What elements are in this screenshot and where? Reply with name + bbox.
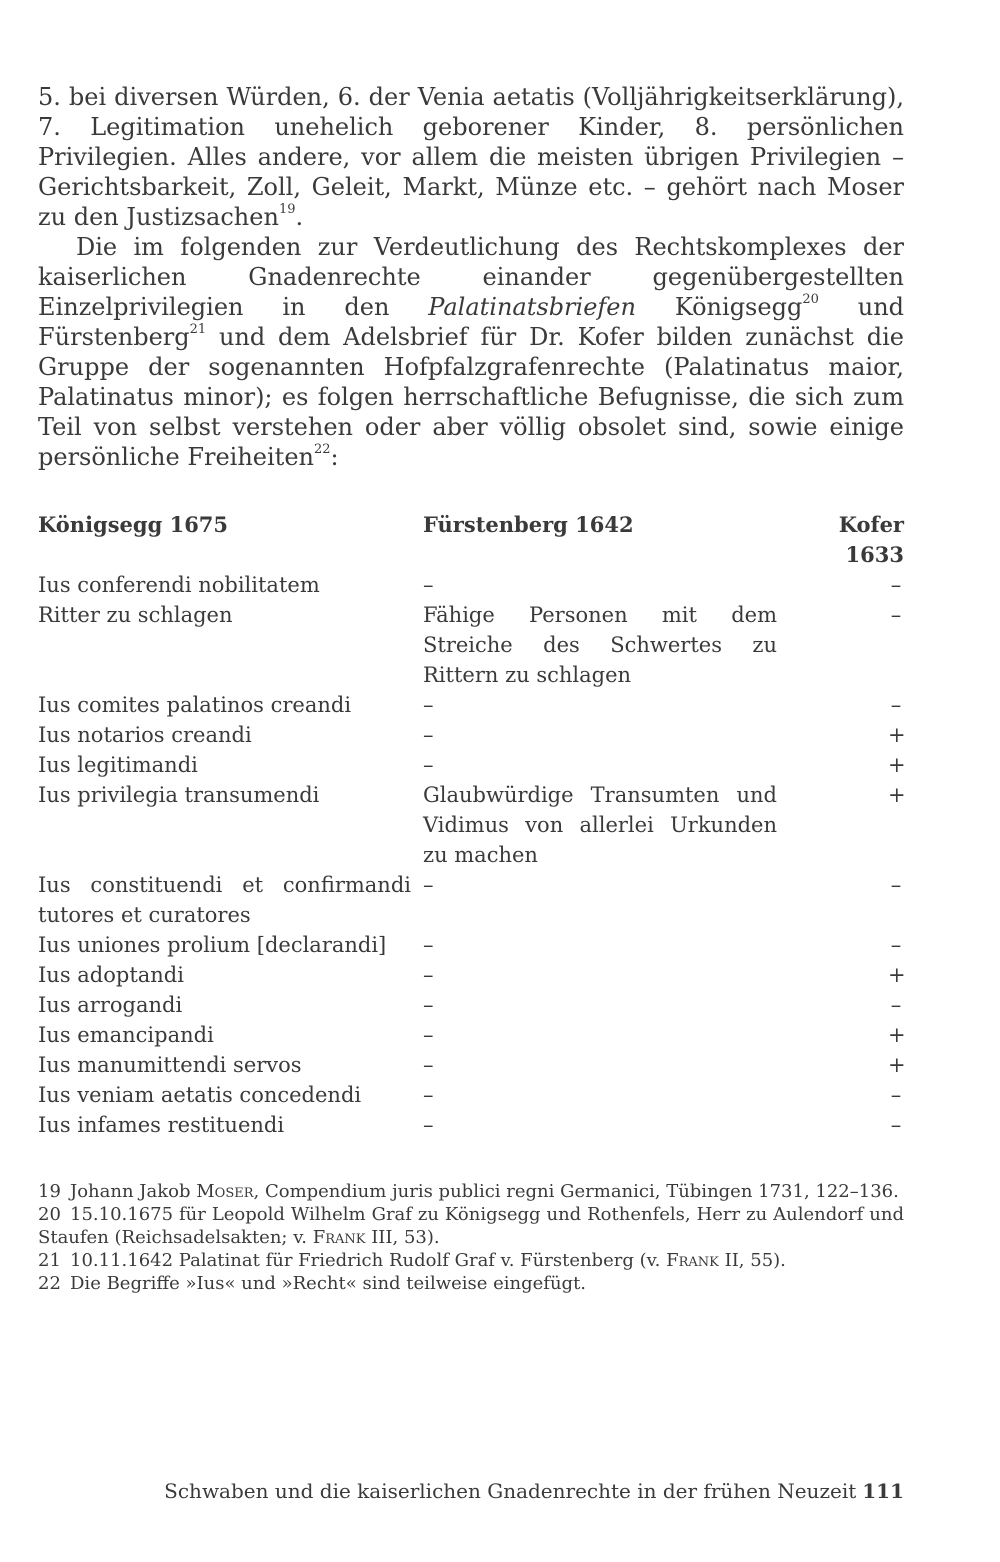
cell-kofer-mark: – [890, 993, 902, 1017]
cell-kofer [783, 960, 904, 990]
cell-kofer-mark: – [890, 933, 902, 957]
cell-kofer [783, 1110, 904, 1140]
footnote-ref-19: 19 [278, 202, 296, 217]
cell-fuerstenberg: – [423, 723, 434, 747]
cell-koenigsegg: Ius adoptandi [38, 963, 184, 987]
cell-koenigsegg: Ritter zu schlagen [38, 603, 233, 627]
body-text [38, 82, 904, 472]
cell-kofer-mark: – [890, 573, 902, 597]
footnote-text: Johann Jakob [70, 1181, 197, 1202]
paragraph-2-italic: Palatinatsbriefen [428, 293, 636, 321]
cell-fuerstenberg: – [423, 1053, 434, 1077]
table-row [38, 1020, 904, 1050]
cell-kofer-mark: + [888, 1023, 906, 1047]
table-row [38, 780, 904, 870]
cell-kofer-mark: + [888, 753, 906, 777]
cell-koenigsegg: Ius privilegia transumendi [38, 783, 320, 807]
cell-kofer-mark: + [888, 723, 906, 747]
table-row [38, 720, 904, 750]
cell-kofer-mark: – [890, 873, 902, 897]
table-row [38, 960, 904, 990]
paragraph-2-text-a: Die im folgenden zur Verdeutlichung des Rechtskomplexes der kaiserlichen Gnadenrechte einander gegenübergestellten Einzelprivilegien in den [38, 233, 904, 321]
cell-koenigsegg: Ius conferendi nobilitatem [38, 573, 320, 597]
cell-koenigsegg: Ius constituendi et confirmandi tutores et curatores [38, 873, 411, 927]
footnote-ref-21: 21 [189, 322, 207, 337]
cell-fuerstenberg: – [423, 693, 434, 717]
cell-fuerstenberg: – [423, 963, 434, 987]
footnote-number: 19 [38, 1181, 61, 1202]
footnote-text: 15.10.1675 für Leopold Wilhelm Graf zu Königsegg und Rothenfels, Herr zu Aulendorf und Staufen (Reichsadelsakten; v. [38, 1204, 904, 1248]
cell-kofer-mark: – [890, 1113, 902, 1137]
cell-fuerstenberg: – [423, 1083, 434, 1107]
cell-fuerstenberg: – [423, 1023, 434, 1047]
cell-kofer [783, 990, 904, 1020]
table-row [38, 870, 904, 930]
cell-kofer-mark: – [890, 1083, 902, 1107]
cell-fuerstenberg: Fähige Personen mit dem Streiche des Schwertes zu Rittern zu schlagen [423, 603, 777, 687]
cell-koenigsegg: Ius uniones prolium [declarandi] [38, 933, 387, 957]
cell-fuerstenberg: – [423, 933, 434, 957]
cell-kofer [783, 870, 904, 930]
table-row [38, 570, 904, 600]
cell-koenigsegg: Ius emancipandi [38, 1023, 214, 1047]
table-row [38, 1050, 904, 1080]
footnote-19 [38, 1180, 904, 1203]
footnote-author: Frank [312, 1227, 366, 1248]
footnote-number: 21 [38, 1250, 61, 1271]
cell-koenigsegg: Ius manumittendi servos [38, 1053, 302, 1077]
cell-fuerstenberg: – [423, 573, 434, 597]
footnote-20 [38, 1203, 904, 1249]
page-number: 111 [862, 1479, 904, 1503]
cell-fuerstenberg: Glaubwürdige Transumten und Vidimus von allerlei Urkunden zu machen [423, 783, 777, 867]
table-row [38, 750, 904, 780]
cell-kofer [783, 570, 904, 600]
footnote-ref-20: 20 [802, 292, 819, 307]
cell-koenigsegg: Ius legitimandi [38, 753, 198, 777]
cell-koenigsegg: Ius notarios creandi [38, 723, 252, 747]
table-row [38, 1110, 904, 1140]
footnote-text: III, 53). [365, 1227, 440, 1248]
footnote-author: Moser [196, 1181, 254, 1202]
footnote-text: 10.11.1642 Palatinat für Friedrich Rudolf Graf v. Fürstenberg (v. [70, 1250, 667, 1271]
paragraph-2-text-b: Königsegg [635, 293, 803, 321]
cell-kofer [783, 1080, 904, 1110]
footnote-text: II, 55). [718, 1250, 786, 1271]
cell-fuerstenberg: – [423, 1113, 434, 1137]
table-row [38, 600, 904, 690]
header-koenigsegg: Königsegg 1675 [38, 512, 229, 537]
cell-kofer [783, 1020, 904, 1050]
cell-kofer [783, 780, 904, 870]
cell-fuerstenberg: – [423, 873, 434, 897]
privileges-table [38, 510, 904, 1140]
cell-kofer-mark: – [890, 603, 902, 627]
cell-fuerstenberg: – [423, 993, 434, 1017]
table-row [38, 1080, 904, 1110]
paragraph-2-text-d: und dem Adelsbrief für Dr. Kofer bilden zunächst die Gruppe der sogenannten Hofpfalzgrafenrechte (Palatinatus maior, Palatinatus minor); es folgen herrschaftliche Befugnisse, die sich zum Teil von selbst verstehen oder aber völlig obsolet sind, sowie einige persönliche Freiheiten [38, 323, 904, 471]
footnote-21 [38, 1249, 904, 1272]
cell-fuerstenberg: – [423, 753, 434, 777]
header-kofer: Kofer 1633 [838, 512, 904, 567]
cell-kofer-mark: + [888, 783, 906, 807]
cell-koenigsegg: Ius infames restituendi [38, 1113, 285, 1137]
cell-kofer [783, 720, 904, 750]
footnote-text: Die Begriffe »Ius« und »Recht« sind teilweise eingefügt. [70, 1273, 587, 1294]
table-row [38, 690, 904, 720]
footnote-number: 20 [38, 1204, 61, 1225]
cell-kofer [783, 930, 904, 960]
table-body [38, 570, 904, 1140]
cell-kofer-mark: + [888, 1053, 906, 1077]
cell-koenigsegg: Ius veniam aetatis concedendi [38, 1083, 362, 1107]
paragraph-2 [38, 232, 904, 472]
paragraph-1 [38, 82, 904, 232]
footnote-author: Frank [666, 1250, 719, 1271]
footnote-number: 22 [38, 1273, 61, 1294]
page-body [38, 82, 904, 1140]
paragraph-1-text: 5. bei diversen Würden, 6. der Venia aetatis (Volljährigkeitserklärung), 7. Legitimation unehelich geborener Kinder, 8. persönlichen Privilegien. Alles andere, vor allem die meisten übrigen Privilegien – Gerichtsbarkeit, Zoll, Geleit, Markt, Münze etc. – gehört nach Moser zu den Justizsachen [38, 83, 904, 231]
running-title: Schwaben und die kaiserlichen Gnadenrechte in der frühen Neuzeit [164, 1479, 857, 1503]
footnote-text: , Compendium juris publici regni Germanici, Tübingen 1731, 122–136. [253, 1181, 899, 1202]
footnote-22 [38, 1272, 904, 1295]
cell-kofer-mark: – [890, 693, 902, 717]
paragraph-2-text-c: und Fürstenberg [38, 293, 905, 351]
cell-kofer-mark: + [888, 963, 906, 987]
cell-koenigsegg: Ius comites palatinos creandi [38, 693, 352, 717]
table-header-row [38, 510, 904, 570]
cell-koenigsegg: Ius arrogandi [38, 993, 183, 1017]
footnotes [38, 1180, 904, 1295]
cell-kofer [783, 600, 904, 690]
table-row [38, 990, 904, 1020]
table-row [38, 930, 904, 960]
paragraph-2-end: : [330, 443, 339, 471]
cell-kofer [783, 1050, 904, 1080]
cell-kofer [783, 690, 904, 720]
paragraph-1-end: . [295, 203, 304, 231]
cell-kofer [783, 750, 904, 780]
running-footer [164, 1478, 904, 1504]
header-fuerstenberg: Fürstenberg 1642 [423, 512, 634, 537]
footnote-ref-22: 22 [314, 442, 331, 457]
